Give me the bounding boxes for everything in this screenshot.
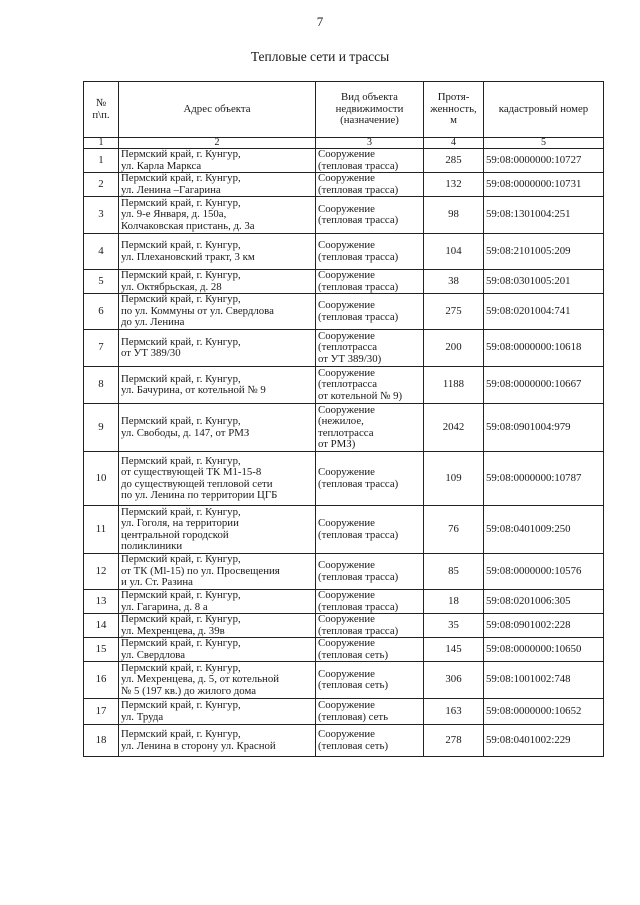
row-number: 14 — [84, 614, 119, 638]
table-row — [84, 614, 604, 638]
cell-line: Пермский край, г. Кунгур, — [121, 613, 241, 626]
cell-line: поликлиники — [121, 539, 183, 552]
row-number: 6 — [84, 294, 119, 330]
length-cell: 1188 — [424, 367, 484, 404]
cell-line: Сооружение — [318, 637, 375, 650]
cell-line: теплотрасса — [318, 426, 374, 439]
table-row — [84, 452, 604, 506]
cell-line: (тепловая трасса) — [318, 600, 399, 613]
cell-line: Пермский край, г. Кунгур, — [121, 699, 241, 712]
cell-line: Колчаковская пристань, д. 3а — [121, 219, 255, 232]
address-cell — [119, 330, 316, 367]
object-type-cell — [316, 330, 424, 367]
cell-line: ул. Гоголя, на территории — [121, 517, 239, 530]
cell-line: Пермский край, г. Кунгур, — [121, 637, 241, 650]
cell-line: Сооружение — [318, 466, 375, 479]
address-cell — [119, 590, 316, 614]
cell-line: Сооружение — [318, 589, 375, 602]
cell-line: (тепловая трасса) — [318, 250, 399, 263]
cell-line: Сооружение — [318, 148, 375, 161]
cadastral-number-cell: 59:08:0000000:10667 — [484, 367, 604, 404]
cell-line: (нежилое, — [318, 415, 364, 428]
cell-line: Пермский край, г. Кунгур, — [121, 661, 241, 674]
cell-line: (тепловая трасса) — [318, 624, 399, 637]
header-address: Адрес объекта — [119, 82, 316, 138]
length-cell: 104 — [424, 234, 484, 270]
cadastral-number-cell: 59:08:0201004:741 — [484, 294, 604, 330]
address-cell — [119, 234, 316, 270]
length-cell: 145 — [424, 638, 484, 662]
cell-line: (тепловая трасса) — [318, 214, 399, 226]
cell-line: (тепловая трасса) — [318, 570, 399, 583]
cell-line: до ул. Ленина — [121, 316, 185, 329]
cell-line: ул. Труда — [121, 710, 164, 723]
address-cell — [119, 452, 316, 506]
header-cadastral-number: кадастровый номер — [484, 82, 604, 138]
cell-line: от ТК (Ml-15) по ул. Просвещения — [121, 564, 280, 577]
length-cell: 278 — [424, 725, 484, 757]
row-number: 11 — [84, 506, 119, 554]
cell-line: (тепловая трасса) — [318, 528, 399, 541]
header-row — [84, 82, 604, 138]
length-cell: 109 — [424, 452, 484, 506]
cadastral-number-cell: 59:08:1001002:748 — [484, 662, 604, 699]
address-cell — [119, 294, 316, 330]
cadastral-number-cell: 59:08:0000000:10652 — [484, 699, 604, 725]
cell-line: ул. Карла Маркса — [121, 159, 202, 172]
cell-line: от УТ 389/30 — [121, 347, 181, 359]
cadastral-number-cell: 59:08:0000000:10618 — [484, 330, 604, 367]
address-cell — [119, 197, 316, 234]
cell-line: Пермский край, г. Кунгур, — [121, 239, 241, 252]
cell-line: Пермский край, г. Кунгур, — [121, 454, 241, 467]
row-number: 5 — [84, 270, 119, 294]
cell-line: (тепловая сеть) — [318, 679, 389, 691]
cell-line: (тепловая трасса) — [318, 183, 399, 196]
cell-line: Пермский край, г. Кунгур, — [121, 196, 241, 209]
object-type-cell — [316, 614, 424, 638]
cell-line: (тепловая трасса) — [318, 310, 399, 323]
cell-line: по ул. Коммуны от ул. Свердлова — [121, 304, 274, 317]
cell-line: по ул. Ленина по территории ЦГБ — [121, 488, 278, 501]
table-row — [84, 270, 604, 294]
address-cell — [119, 506, 316, 554]
cell-line: (тепловая) сеть — [318, 710, 389, 723]
length-cell: 35 — [424, 614, 484, 638]
cell-line: ул. Ленина в сторону ул. Красной — [121, 739, 276, 752]
cell-line: Сооружение — [318, 667, 375, 680]
table-row — [84, 173, 604, 197]
cell-line: ул. Ленина –Гагарина — [121, 183, 221, 196]
address-cell — [119, 662, 316, 699]
object-type-cell — [316, 173, 424, 197]
cell-line: (тепловая трасса) — [318, 159, 399, 172]
cell-line: до существующей тепловой сети — [121, 477, 273, 490]
cell-line: Сооружение — [318, 329, 375, 342]
row-number: 2 — [84, 173, 119, 197]
cadastral-number-cell: 59:08:2101005:209 — [484, 234, 604, 270]
object-type-cell — [316, 270, 424, 294]
row-number: 15 — [84, 638, 119, 662]
cell-line: ул. Мехренцева, д. 39в — [121, 624, 225, 637]
cell-line: Сооружение — [318, 403, 375, 416]
column-number: 2 — [119, 138, 316, 149]
cadastral-number-cell: 59:08:0000000:10650 — [484, 638, 604, 662]
object-type-cell — [316, 294, 424, 330]
object-type-cell — [316, 506, 424, 554]
length-cell: 200 — [424, 330, 484, 367]
row-number: 10 — [84, 452, 119, 506]
table-row — [84, 638, 604, 662]
cell-line: и ул. Ст. Разина — [121, 576, 193, 589]
header-number: № п\п. — [84, 82, 119, 138]
table-row — [84, 330, 604, 367]
page-number: 7 — [316, 14, 324, 29]
header-object-type: Вид объекта недвижимости (назначение) — [316, 82, 424, 138]
table-row — [84, 149, 604, 173]
cell-line: Пермский край, г. Кунгур, — [121, 293, 241, 306]
address-cell — [119, 149, 316, 173]
object-type-cell — [316, 149, 424, 173]
cell-line: от УТ 389/30) — [318, 352, 382, 365]
table-row — [84, 725, 604, 757]
document-title: Тепловые сети и трассы — [250, 49, 390, 64]
object-type-cell — [316, 452, 424, 506]
cell-line: Пермский край, г. Кунгур, — [121, 415, 241, 428]
cell-line: Пермский край, г. Кунгур, — [121, 269, 241, 282]
length-cell: 76 — [424, 506, 484, 554]
cell-line: (тепловая трасса) — [318, 477, 399, 490]
table-row — [84, 590, 604, 614]
address-cell — [119, 173, 316, 197]
length-cell: 85 — [424, 554, 484, 590]
length-cell: 18 — [424, 590, 484, 614]
address-cell — [119, 554, 316, 590]
table-row — [84, 367, 604, 404]
column-numbering-row — [84, 138, 604, 149]
row-number: 18 — [84, 725, 119, 757]
cadastral-number-cell: 59:08:0901002:228 — [484, 614, 604, 638]
length-cell: 163 — [424, 699, 484, 725]
cell-line: ул. Свердлова — [121, 648, 186, 661]
table-row — [84, 554, 604, 590]
object-type-cell — [316, 554, 424, 590]
object-type-cell — [316, 662, 424, 699]
cell-line: Сооружение — [318, 299, 375, 312]
length-cell: 2042 — [424, 404, 484, 452]
cell-line: Пермский край, г. Кунгур, — [121, 589, 241, 602]
cadastral-number-cell: 59:08:0000000:10787 — [484, 452, 604, 506]
cell-line: от существующей ТК М1-15-8 — [121, 466, 262, 479]
address-cell — [119, 638, 316, 662]
cell-line: Пермский край, г. Кунгур, — [121, 172, 241, 185]
cell-line: № 5 (197 кв.) до жилого дома — [121, 684, 257, 697]
column-number: 5 — [484, 138, 604, 149]
address-cell — [119, 725, 316, 757]
cell-line: ул. Плехановский тракт, 3 км — [121, 250, 255, 263]
table-row — [84, 699, 604, 725]
table-row — [84, 506, 604, 554]
cell-line: ул. 9-е Января, д. 150а, — [121, 208, 227, 221]
cell-line: Сооружение — [318, 269, 375, 282]
cadastral-number-cell: 59:08:0000000:10576 — [484, 554, 604, 590]
address-cell — [119, 404, 316, 452]
cell-line: Сооружение — [318, 366, 375, 379]
cell-line: ул. Мехренцева, д. 5, от котельной — [121, 673, 279, 686]
address-cell — [119, 270, 316, 294]
cell-line: Сооружение — [318, 559, 375, 572]
length-cell: 98 — [424, 197, 484, 234]
row-number: 4 — [84, 234, 119, 270]
table-row — [84, 662, 604, 699]
cell-line: Пермский край, г. Кунгур, — [121, 728, 241, 741]
address-cell — [119, 699, 316, 725]
cadastral-number-cell: 59:08:0401009:250 — [484, 506, 604, 554]
table-row — [84, 234, 604, 270]
cadastral-number-cell: 59:08:0201006:305 — [484, 590, 604, 614]
cell-line: Сооружение — [318, 699, 375, 712]
object-type-cell — [316, 699, 424, 725]
cell-line: Сооружение — [318, 172, 375, 185]
object-type-cell — [316, 197, 424, 234]
cell-line: (тепловая трасса) — [318, 280, 399, 293]
cadastral-number-cell: 59:08:0000000:10727 — [484, 149, 604, 173]
row-number: 16 — [84, 662, 119, 699]
object-type-cell — [316, 367, 424, 404]
length-cell: 132 — [424, 173, 484, 197]
cell-line: ул. Гагарина, д. 8 а — [121, 600, 208, 613]
cell-line: Пермский край, г. Кунгур, — [121, 553, 241, 566]
table-row — [84, 404, 604, 452]
cell-line: Сооружение — [318, 202, 375, 215]
column-number: 1 — [84, 138, 119, 149]
heat-networks-table — [83, 81, 604, 757]
column-number: 4 — [424, 138, 484, 149]
header-length: Протя- женность, м — [424, 82, 484, 138]
cell-line: ул. Бачурина, от котельной № 9 — [121, 384, 266, 396]
length-cell: 38 — [424, 270, 484, 294]
table-row — [84, 197, 604, 234]
cadastral-number-cell: 59:08:0901004:979 — [484, 404, 604, 452]
row-number: 1 — [84, 149, 119, 173]
cadastral-number-cell: 59:08:1301004:251 — [484, 197, 604, 234]
row-number: 13 — [84, 590, 119, 614]
table-row — [84, 294, 604, 330]
cell-line: ул. Свободы, д. 147, от РМЗ — [121, 426, 250, 439]
object-type-cell — [316, 590, 424, 614]
cell-line: Пермский край, г. Кунгур, — [121, 505, 241, 518]
cell-line: центральной городской — [121, 528, 229, 541]
cell-line: Сооружение — [318, 613, 375, 626]
object-type-cell — [316, 234, 424, 270]
cell-line: (теплотрасса — [318, 378, 378, 391]
row-number: 8 — [84, 367, 119, 404]
row-number: 17 — [84, 699, 119, 725]
cadastral-number-cell: 59:08:0000000:10731 — [484, 173, 604, 197]
cell-line: (тепловая сеть) — [318, 739, 389, 752]
cadastral-number-cell: 59:08:0401002:229 — [484, 725, 604, 757]
length-cell: 285 — [424, 149, 484, 173]
cell-line: Сооружение — [318, 517, 375, 530]
cell-line: ул. Октябрьская, д. 28 — [121, 280, 222, 293]
cell-line: (теплотрасса — [318, 341, 378, 354]
cell-line: Пермский край, г. Кунгур, — [121, 372, 241, 385]
cell-line: от РМЗ) — [318, 437, 356, 450]
address-cell — [119, 367, 316, 404]
row-number: 7 — [84, 330, 119, 367]
row-number: 9 — [84, 404, 119, 452]
object-type-cell — [316, 404, 424, 452]
row-number: 12 — [84, 554, 119, 590]
cell-line: Пермский край, г. Кунгур, — [121, 148, 241, 161]
address-cell — [119, 614, 316, 638]
cell-line: Сооружение — [318, 728, 375, 741]
column-number: 3 — [316, 138, 424, 149]
cadastral-number-cell: 59:08:0301005:201 — [484, 270, 604, 294]
cell-line: от котельной № 9) — [318, 389, 403, 402]
cell-line: (тепловая сеть) — [318, 648, 389, 661]
length-cell: 306 — [424, 662, 484, 699]
length-cell: 275 — [424, 294, 484, 330]
cell-line: Сооружение — [318, 239, 375, 252]
row-number: 3 — [84, 197, 119, 234]
cell-line: Пермский край, г. Кунгур, — [121, 335, 241, 348]
object-type-cell — [316, 725, 424, 757]
object-type-cell — [316, 638, 424, 662]
